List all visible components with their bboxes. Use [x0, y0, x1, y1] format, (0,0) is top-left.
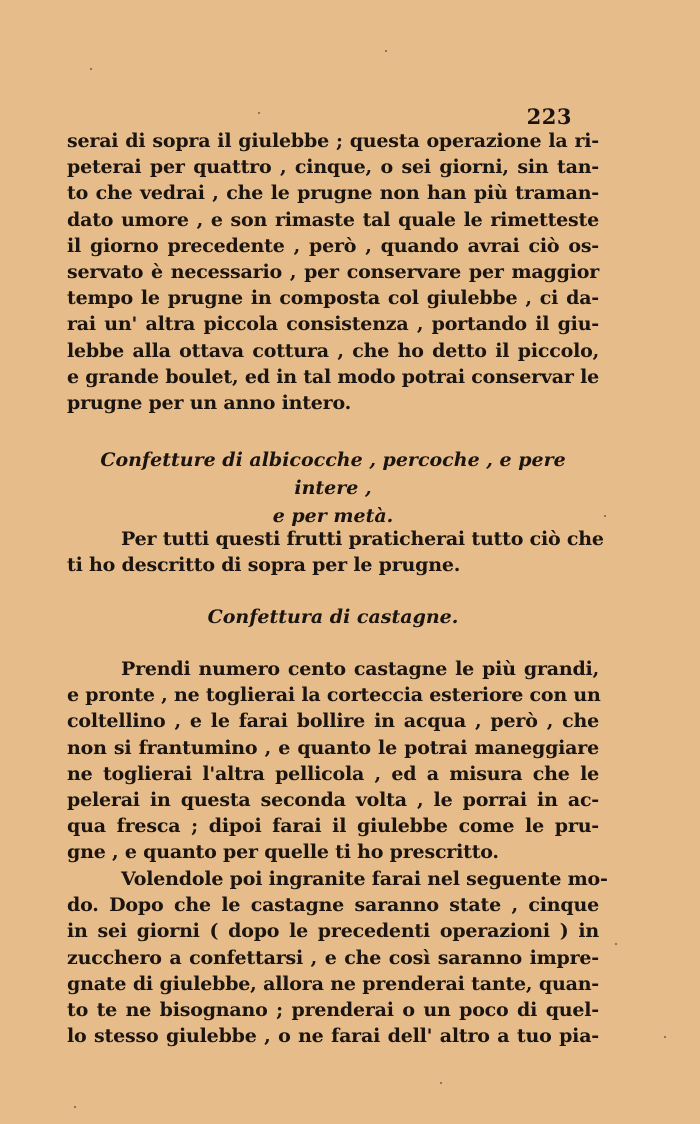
heading-line: Confetture di albicocche , percoche , e pere intere , [100, 449, 566, 499]
text-line: e grande boulet, ed in tal modo potrai conservar le [67, 365, 599, 388]
page-number: 223 [526, 104, 572, 129]
heading-line: e per metà. [272, 505, 394, 527]
text-line: Prendi numero cento castagne le più grandi, [121, 658, 599, 680]
paragraph-prugne-end [67, 128, 599, 416]
text-line: Per tutti questi frutti praticherai tutto ciò che [121, 528, 604, 550]
text-line: lebbe alla ottava cottura , che ho detto il piccolo, [67, 339, 599, 362]
text-line: tempo le prugne in composta col giulebbe , ci da- [67, 287, 599, 310]
text-line: prugne per un anno intero. [67, 392, 352, 415]
text-line: coltellino , e le farai bollire in acqua , però , che [67, 710, 599, 733]
paragraph-frutti [67, 526, 604, 578]
text-line: non si frantumino , e quanto le potrai maneggiare [67, 736, 599, 759]
text-line: lo stesso giulebbe , o ne farai dell' altro a tuo pia- [67, 1025, 599, 1048]
text-line: dato umore , e son rimaste tal quale le rimetteste [67, 208, 599, 231]
paragraph-castagne [67, 656, 599, 866]
text-line: rai un' altra piccola consistenza , portando il giu- [67, 313, 599, 336]
text-line: do. Dopo che le castagne saranno state , cinque [67, 894, 599, 917]
paper-speck [440, 1082, 442, 1084]
text-line: pelerai in questa seconda volta , le porrai in ac- [67, 789, 599, 812]
text-line: e pronte , ne toglierai la corteccia esteriore con un [67, 684, 601, 707]
text-line: to te ne bisognano ; prenderai o un poco di quel- [67, 999, 599, 1022]
text-line: qua fresca ; dipoi farai il giulebbe come le pru- [67, 815, 599, 838]
paper-speck [90, 68, 92, 70]
paper-speck [74, 1106, 76, 1108]
text-line: ne toglierai l'altra pellicola , ed a misura che le [67, 762, 599, 785]
paper-speck [258, 112, 260, 114]
paragraph-ingranite [67, 866, 608, 1049]
text-line: to che vedrai , che le prugne non han più traman- [67, 182, 599, 205]
paper-speck [604, 515, 606, 517]
text-line: servato è necessario , per conservare per maggior [67, 261, 599, 284]
paper-speck [615, 943, 617, 945]
heading-line: Confettura di castagne. [207, 606, 459, 628]
section-heading-albicocche [67, 446, 599, 530]
section-heading-castagne [67, 603, 599, 631]
text-line: zucchero a confettarsi , e che così saranno impre- [67, 946, 599, 969]
text-line: peterai per quattro , cinque, o sei giorni, sin tan- [67, 156, 599, 179]
text-line: il giorno precedente , però , quando avrai ciò os- [67, 234, 599, 257]
text-line: gne , e quanto per quelle ti ho prescritto. [67, 841, 499, 864]
text-line: Volendole poi ingranite farai nel seguente mo- [121, 868, 608, 890]
text-line: gnate di giulebbe, allora ne prenderai tante, quan- [67, 972, 599, 995]
text-line: ti ho descritto di sopra per le prugne. [67, 554, 461, 577]
paper-speck [385, 50, 387, 52]
paper-speck [664, 1036, 666, 1038]
text-line: in sei giorni ( dopo le precedenti operazioni ) in [67, 920, 599, 943]
text-line: serai di sopra il giulebbe ; questa operazione la ri- [67, 130, 599, 152]
